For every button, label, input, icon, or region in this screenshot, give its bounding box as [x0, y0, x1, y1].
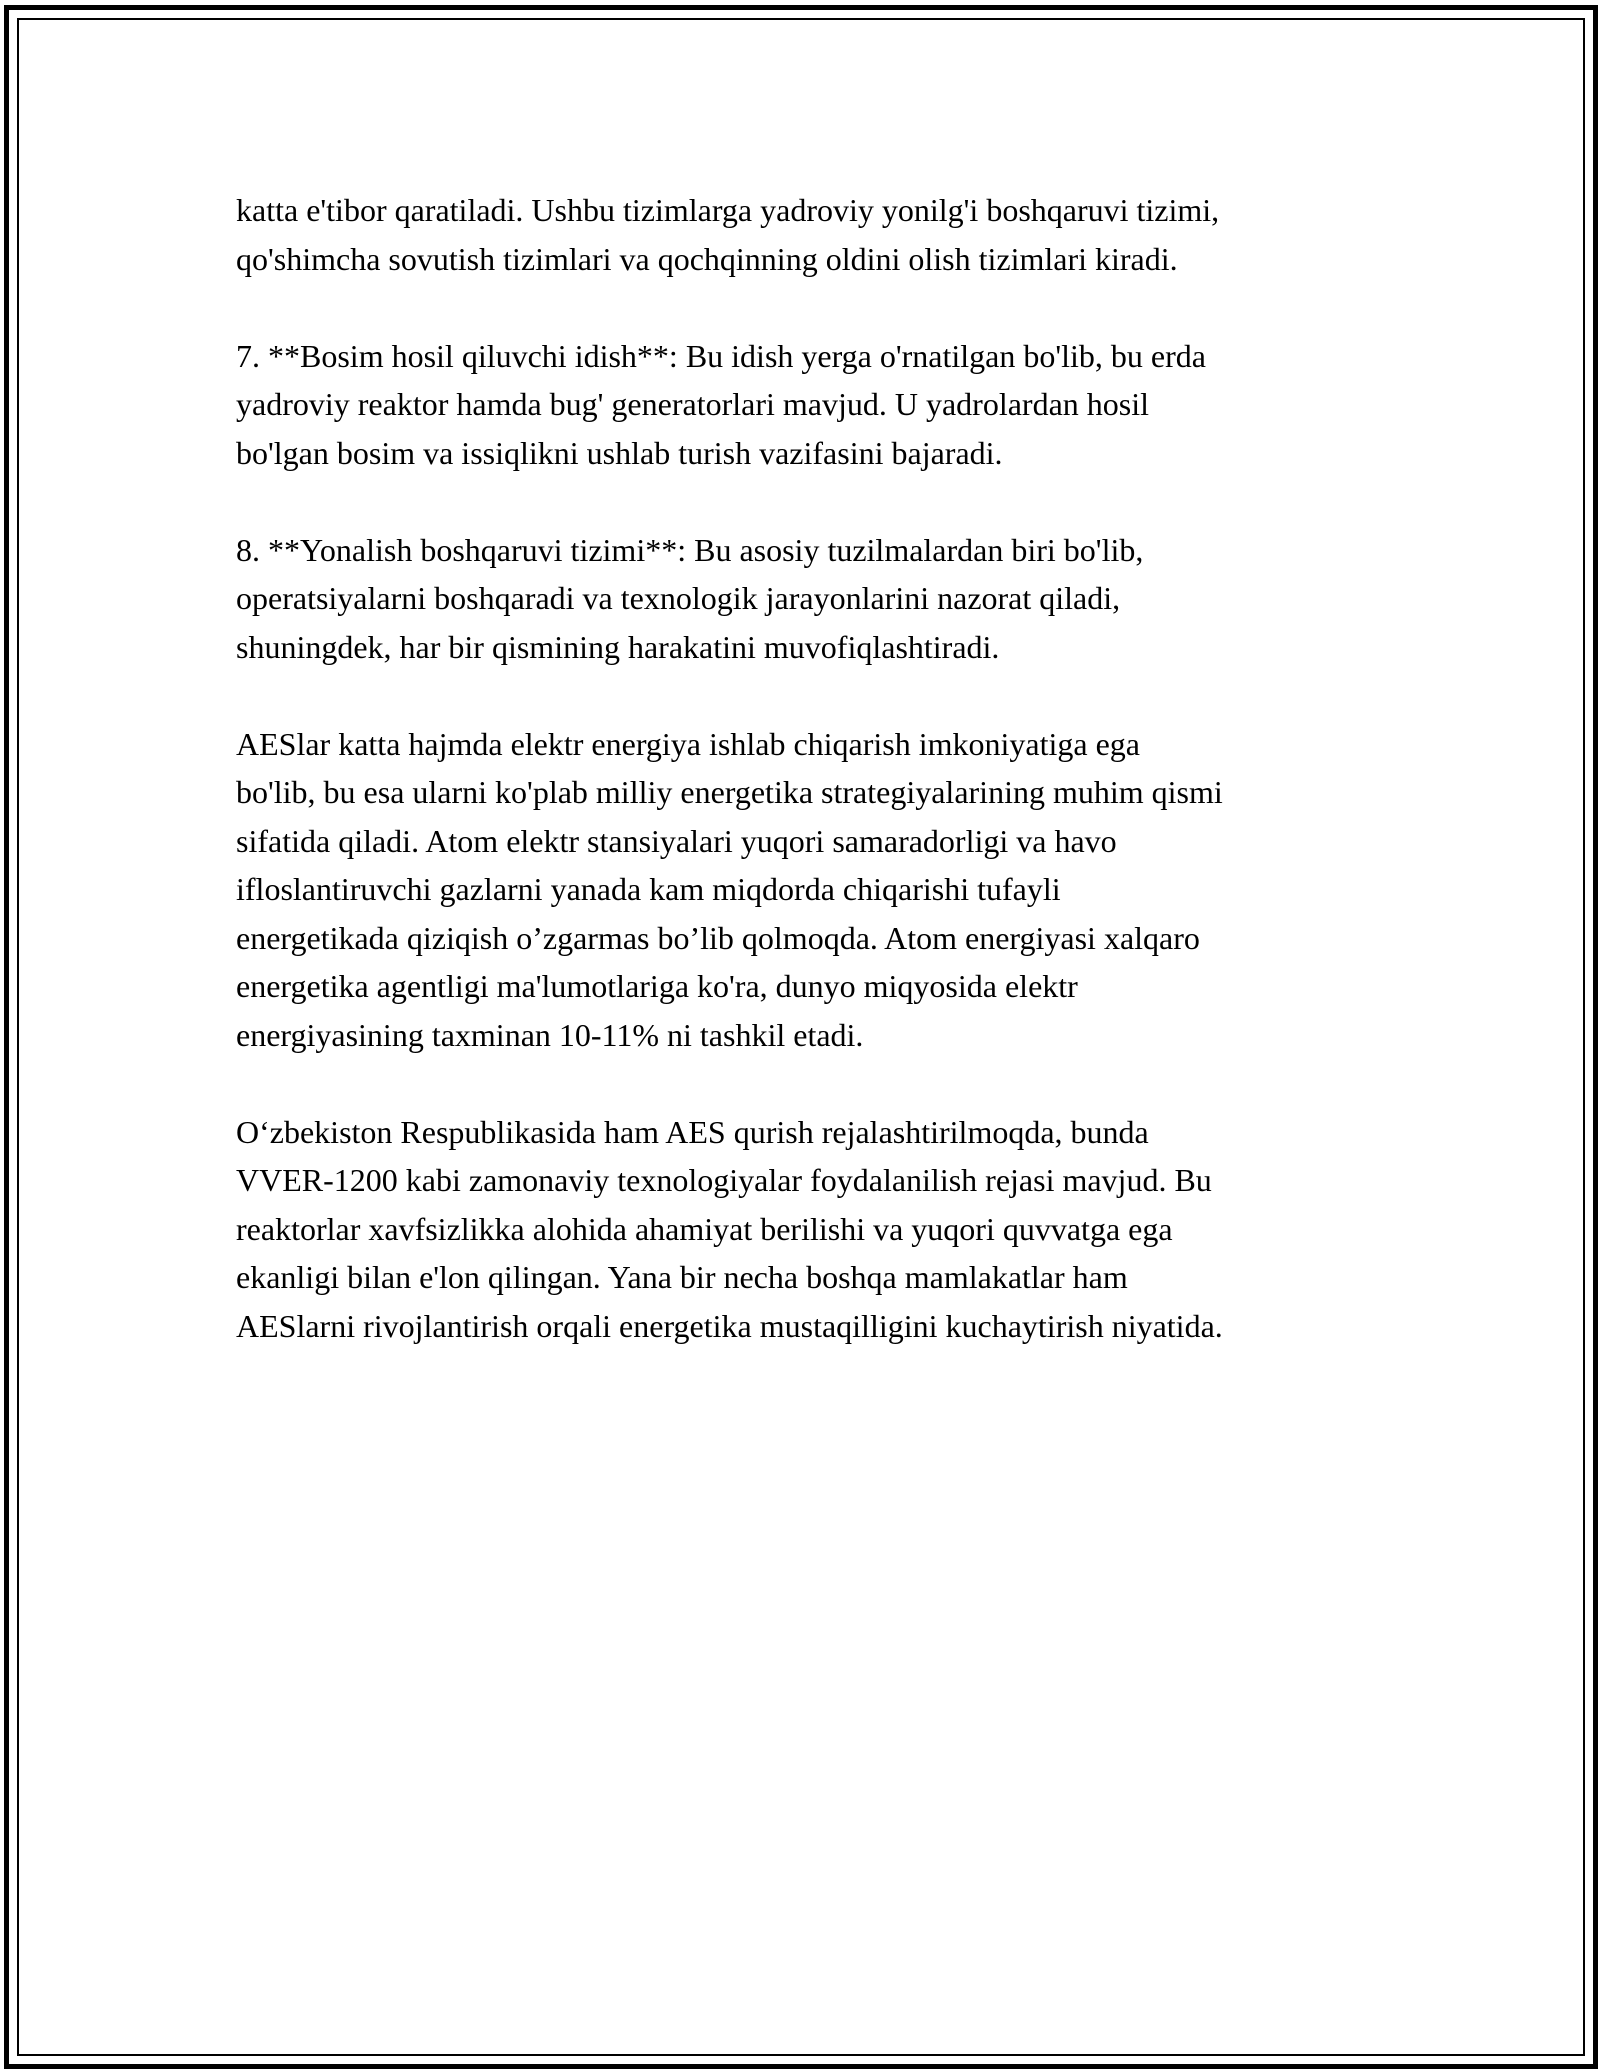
text-line: 8. **Yonalish boshqaruvi tizimi**: Bu asosiy tuzilmalardan biri bo'lib,	[236, 531, 1144, 568]
text-line: AESlarni rivojlantirish orqali energetika mustaqilligini kuchaytirish niyatida.	[236, 1307, 1223, 1344]
text-line: yadroviy reaktor hamda bug' generatorlari mavjud. U yadrolardan hosil	[236, 386, 1150, 422]
paragraph	[236, 526, 1406, 672]
paragraph	[236, 186, 1406, 283]
text-line: katta e'tibor qaratiladi. Ushbu tizimlarga yadroviy yonilg'i boshqaruvi tizimi,	[236, 192, 1220, 228]
paragraph	[236, 332, 1406, 478]
text-line: ekanligi bilan e'lon qilingan. Yana bir necha boshqa mamlakatlar ham	[236, 1259, 1128, 1295]
text-line: shuningdek, har bir qismining harakatini muvofiqlashtiradi.	[236, 628, 1000, 665]
text-line: energiyasining taxminan 10-11% ni tashkil etadi.	[236, 1016, 864, 1053]
text-line: energetika agentligi ma'lumotlariga ko'ra, dunyo miqyosida elektr	[236, 968, 1078, 1004]
text-line: VVER-1200 kabi zamonaviy texnologiyalar foydalanilish rejasi mavjud. Bu	[236, 1162, 1212, 1198]
paragraph	[236, 720, 1406, 1060]
text-line: bo'lgan bosim va issiqlikni ushlab turish vazifasini bajaradi.	[236, 434, 1003, 471]
text-line: energetikada qiziqish o’zgarmas bo’lib qolmoqda. Atom energiyasi xalqaro	[236, 919, 1200, 956]
document-body	[236, 186, 1406, 1350]
text-line: bo'lib, bu esa ularni ko'plab milliy energetika strategiyalarining muhim qismi	[236, 774, 1223, 810]
text-line: qo'shimcha sovutish tizimlari va qochqinning oldini olish tizimlari kiradi.	[236, 240, 1178, 277]
text-line: reaktorlar xavfsizlikka alohida ahamiyat berilishi va yuqori quvvatga ega	[236, 1210, 1173, 1247]
text-line: O‘zbekiston Respublikasida ham AES qurish rejalashtirilmoqda, bunda	[236, 1113, 1149, 1150]
text-line: 7. **Bosim hosil qiluvchi idish**: Bu idish yerga o'rnatilgan bo'lib, bu erda	[236, 337, 1206, 374]
text-line: operatsiyalarni boshqaradi va texnologik jarayonlarini nazorat qiladi,	[236, 580, 1121, 616]
text-line: sifatida qiladi. Atom elektr stansiyalari yuqori samaradorligi va havo	[236, 822, 1117, 859]
paragraph	[236, 1108, 1406, 1351]
text-line: ifloslantiruvchi gazlarni yanada kam miqdorda chiqarishi tufayli	[236, 871, 1061, 907]
text-line: AESlar katta hajmda elektr energiya ishlab chiqarish imkoniyatiga ega	[236, 725, 1140, 762]
